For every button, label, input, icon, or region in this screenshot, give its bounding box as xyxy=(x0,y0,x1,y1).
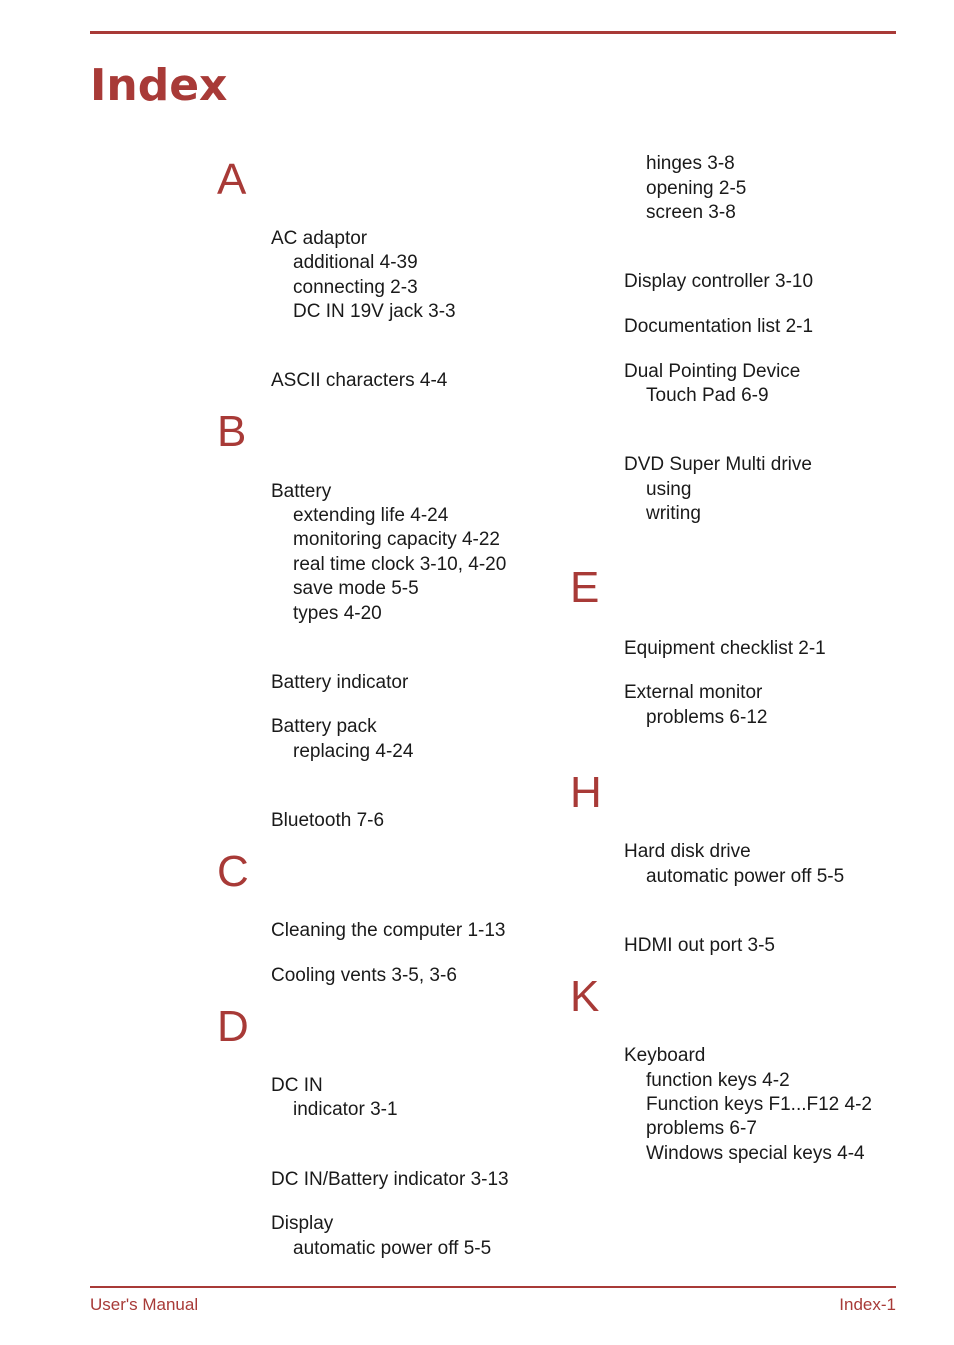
index-subentry: using xyxy=(646,479,692,500)
index-subentry: automatic power off 5-5 xyxy=(293,1238,492,1259)
section-letter-h: H xyxy=(570,768,602,817)
index-entry: Bluetooth 7-6 xyxy=(271,810,385,831)
index-subentry: function keys 4-2 xyxy=(646,1070,790,1091)
index-subentry: extending life 4-24 xyxy=(293,505,449,526)
index-subentry: writing xyxy=(646,503,701,524)
index-entry: Dual Pointing Device xyxy=(624,361,801,382)
index-entry: Battery indicator xyxy=(271,672,409,693)
index-subentry: DC IN 19V jack 3-3 xyxy=(293,301,456,322)
index-subentry: Function keys F1...F12 4-2 xyxy=(646,1094,872,1115)
index-entry: Cooling vents 3-5, 3-6 xyxy=(271,965,457,986)
index-entry: Battery xyxy=(271,481,332,502)
index-subentry: screen 3-8 xyxy=(646,202,736,223)
index-entry: ASCII characters 4-4 xyxy=(271,370,448,391)
section-letter-k: K xyxy=(570,972,600,1021)
top-rule xyxy=(90,31,896,34)
section-letter-c: C xyxy=(217,847,249,896)
index-subentry: opening 2-5 xyxy=(646,178,747,199)
index-entry: HDMI out port 3-5 xyxy=(624,935,775,956)
section-letter-d: D xyxy=(217,1002,249,1051)
bottom-rule xyxy=(90,1286,896,1288)
index-entry: Equipment checklist 2-1 xyxy=(624,638,826,659)
index-entry: AC adaptor xyxy=(271,228,368,249)
section-letter-e: E xyxy=(570,563,600,612)
index-entry: External monitor xyxy=(624,682,763,703)
index-subentry: types 4-20 xyxy=(293,603,382,624)
index-entry: Battery pack xyxy=(271,716,377,737)
index-subentry: problems 6-12 xyxy=(646,707,768,728)
index-subentry: connecting 2-3 xyxy=(293,277,418,298)
index-entry: DC IN xyxy=(271,1075,323,1096)
index-subentry: indicator 3-1 xyxy=(293,1099,398,1120)
index-entry: DVD Super Multi drive xyxy=(624,454,812,475)
index-entry: Display controller 3-10 xyxy=(624,271,814,292)
index-subentry: monitoring capacity 4-22 xyxy=(293,529,500,550)
index-subentry: additional 4-39 xyxy=(293,252,418,273)
index-subentry: automatic power off 5-5 xyxy=(646,866,845,887)
footer-page-number: Index-1 xyxy=(839,1295,896,1314)
index-subentry: hinges 3-8 xyxy=(646,153,735,174)
index-subentry: Windows special keys 4-4 xyxy=(646,1143,865,1164)
index-entry: Display xyxy=(271,1213,334,1234)
index-entry: Cleaning the computer 1-13 xyxy=(271,920,506,941)
page-title: Index xyxy=(90,60,228,111)
index-subentry: problems 6-7 xyxy=(646,1118,757,1139)
index-subentry: real time clock 3-10, 4-20 xyxy=(293,554,507,575)
section-letter-b: B xyxy=(217,407,247,456)
index-entry: Keyboard xyxy=(624,1045,706,1066)
index-entry: DC IN/Battery indicator 3-13 xyxy=(271,1169,509,1190)
index-subentry: Touch Pad 6-9 xyxy=(646,385,769,406)
section-letter-a: A xyxy=(217,155,247,204)
index-subentry: save mode 5-5 xyxy=(293,578,419,599)
index-entry: Documentation list 2-1 xyxy=(624,316,814,337)
index-subentry: replacing 4-24 xyxy=(293,741,414,762)
footer-manual-title: User's Manual xyxy=(90,1295,199,1314)
index-entry: Hard disk drive xyxy=(624,841,751,862)
